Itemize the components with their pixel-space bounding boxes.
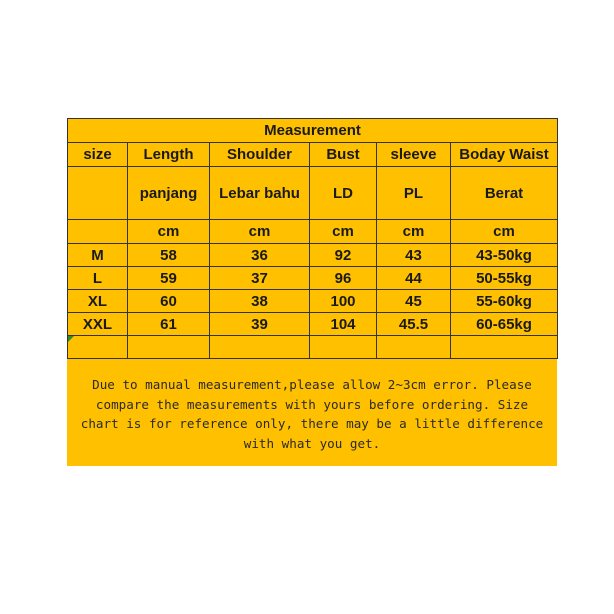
table-cell: 43 <box>377 244 451 267</box>
empty-row <box>68 336 558 359</box>
table-row <box>68 313 558 336</box>
table-cell: 50-55kg <box>451 267 558 290</box>
table-title: Measurement <box>68 119 558 143</box>
size-cell: M <box>68 244 128 267</box>
size-cell: L <box>68 267 128 290</box>
column-subheader: Berat <box>451 167 558 220</box>
column-subheader: LD <box>310 167 377 220</box>
column-header: Length <box>128 143 210 167</box>
table-cell: 45 <box>377 290 451 313</box>
column-subheader <box>68 167 128 220</box>
empty-cell <box>451 336 558 359</box>
column-subheader: Lebar bahu <box>210 167 310 220</box>
size-table <box>67 118 558 359</box>
table-cell: 38 <box>210 290 310 313</box>
size-cell: XXL <box>68 313 128 336</box>
size-chart <box>67 118 557 466</box>
table-cell: 39 <box>210 313 310 336</box>
subheader-row <box>68 167 558 220</box>
unit-cell: cm <box>451 220 558 244</box>
unit-cell: cm <box>310 220 377 244</box>
table-cell: 36 <box>210 244 310 267</box>
table-cell: 60 <box>128 290 210 313</box>
table-cell: 44 <box>377 267 451 290</box>
disclaimer-text: Due to manual measurement,please allow 2~3cm error. Please compare the measurements with yours before ordering. Size chart is for reference only, there may be a little difference with what you get. <box>80 377 544 451</box>
empty-cell <box>377 336 451 359</box>
unit-cell: cm <box>210 220 310 244</box>
table-cell: 100 <box>310 290 377 313</box>
table-cell: 58 <box>128 244 210 267</box>
size-cell: XL <box>68 290 128 313</box>
table-cell: 59 <box>128 267 210 290</box>
unit-cell: cm <box>128 220 210 244</box>
unit-row <box>68 220 558 244</box>
column-header: sleeve <box>377 143 451 167</box>
empty-cell <box>128 336 210 359</box>
table-cell: 60-65kg <box>451 313 558 336</box>
table-row <box>68 244 558 267</box>
disclaimer-note <box>67 359 557 466</box>
column-header: Bust <box>310 143 377 167</box>
header-row <box>68 143 558 167</box>
column-subheader: panjang <box>128 167 210 220</box>
table-cell: 96 <box>310 267 377 290</box>
unit-cell: cm <box>377 220 451 244</box>
corner-marker-icon <box>68 336 74 342</box>
table-cell: 45.5 <box>377 313 451 336</box>
table-row <box>68 267 558 290</box>
table-cell: 104 <box>310 313 377 336</box>
empty-cell <box>210 336 310 359</box>
table-row <box>68 290 558 313</box>
column-header: size <box>68 143 128 167</box>
table-cell: 43-50kg <box>451 244 558 267</box>
table-cell: 61 <box>128 313 210 336</box>
table-cell: 55-60kg <box>451 290 558 313</box>
title-row <box>68 119 558 143</box>
table-cell: 37 <box>210 267 310 290</box>
unit-cell <box>68 220 128 244</box>
column-header: Boday Waist <box>451 143 558 167</box>
column-subheader: PL <box>377 167 451 220</box>
empty-cell <box>68 336 128 359</box>
empty-cell <box>310 336 377 359</box>
column-header: Shoulder <box>210 143 310 167</box>
table-cell: 92 <box>310 244 377 267</box>
